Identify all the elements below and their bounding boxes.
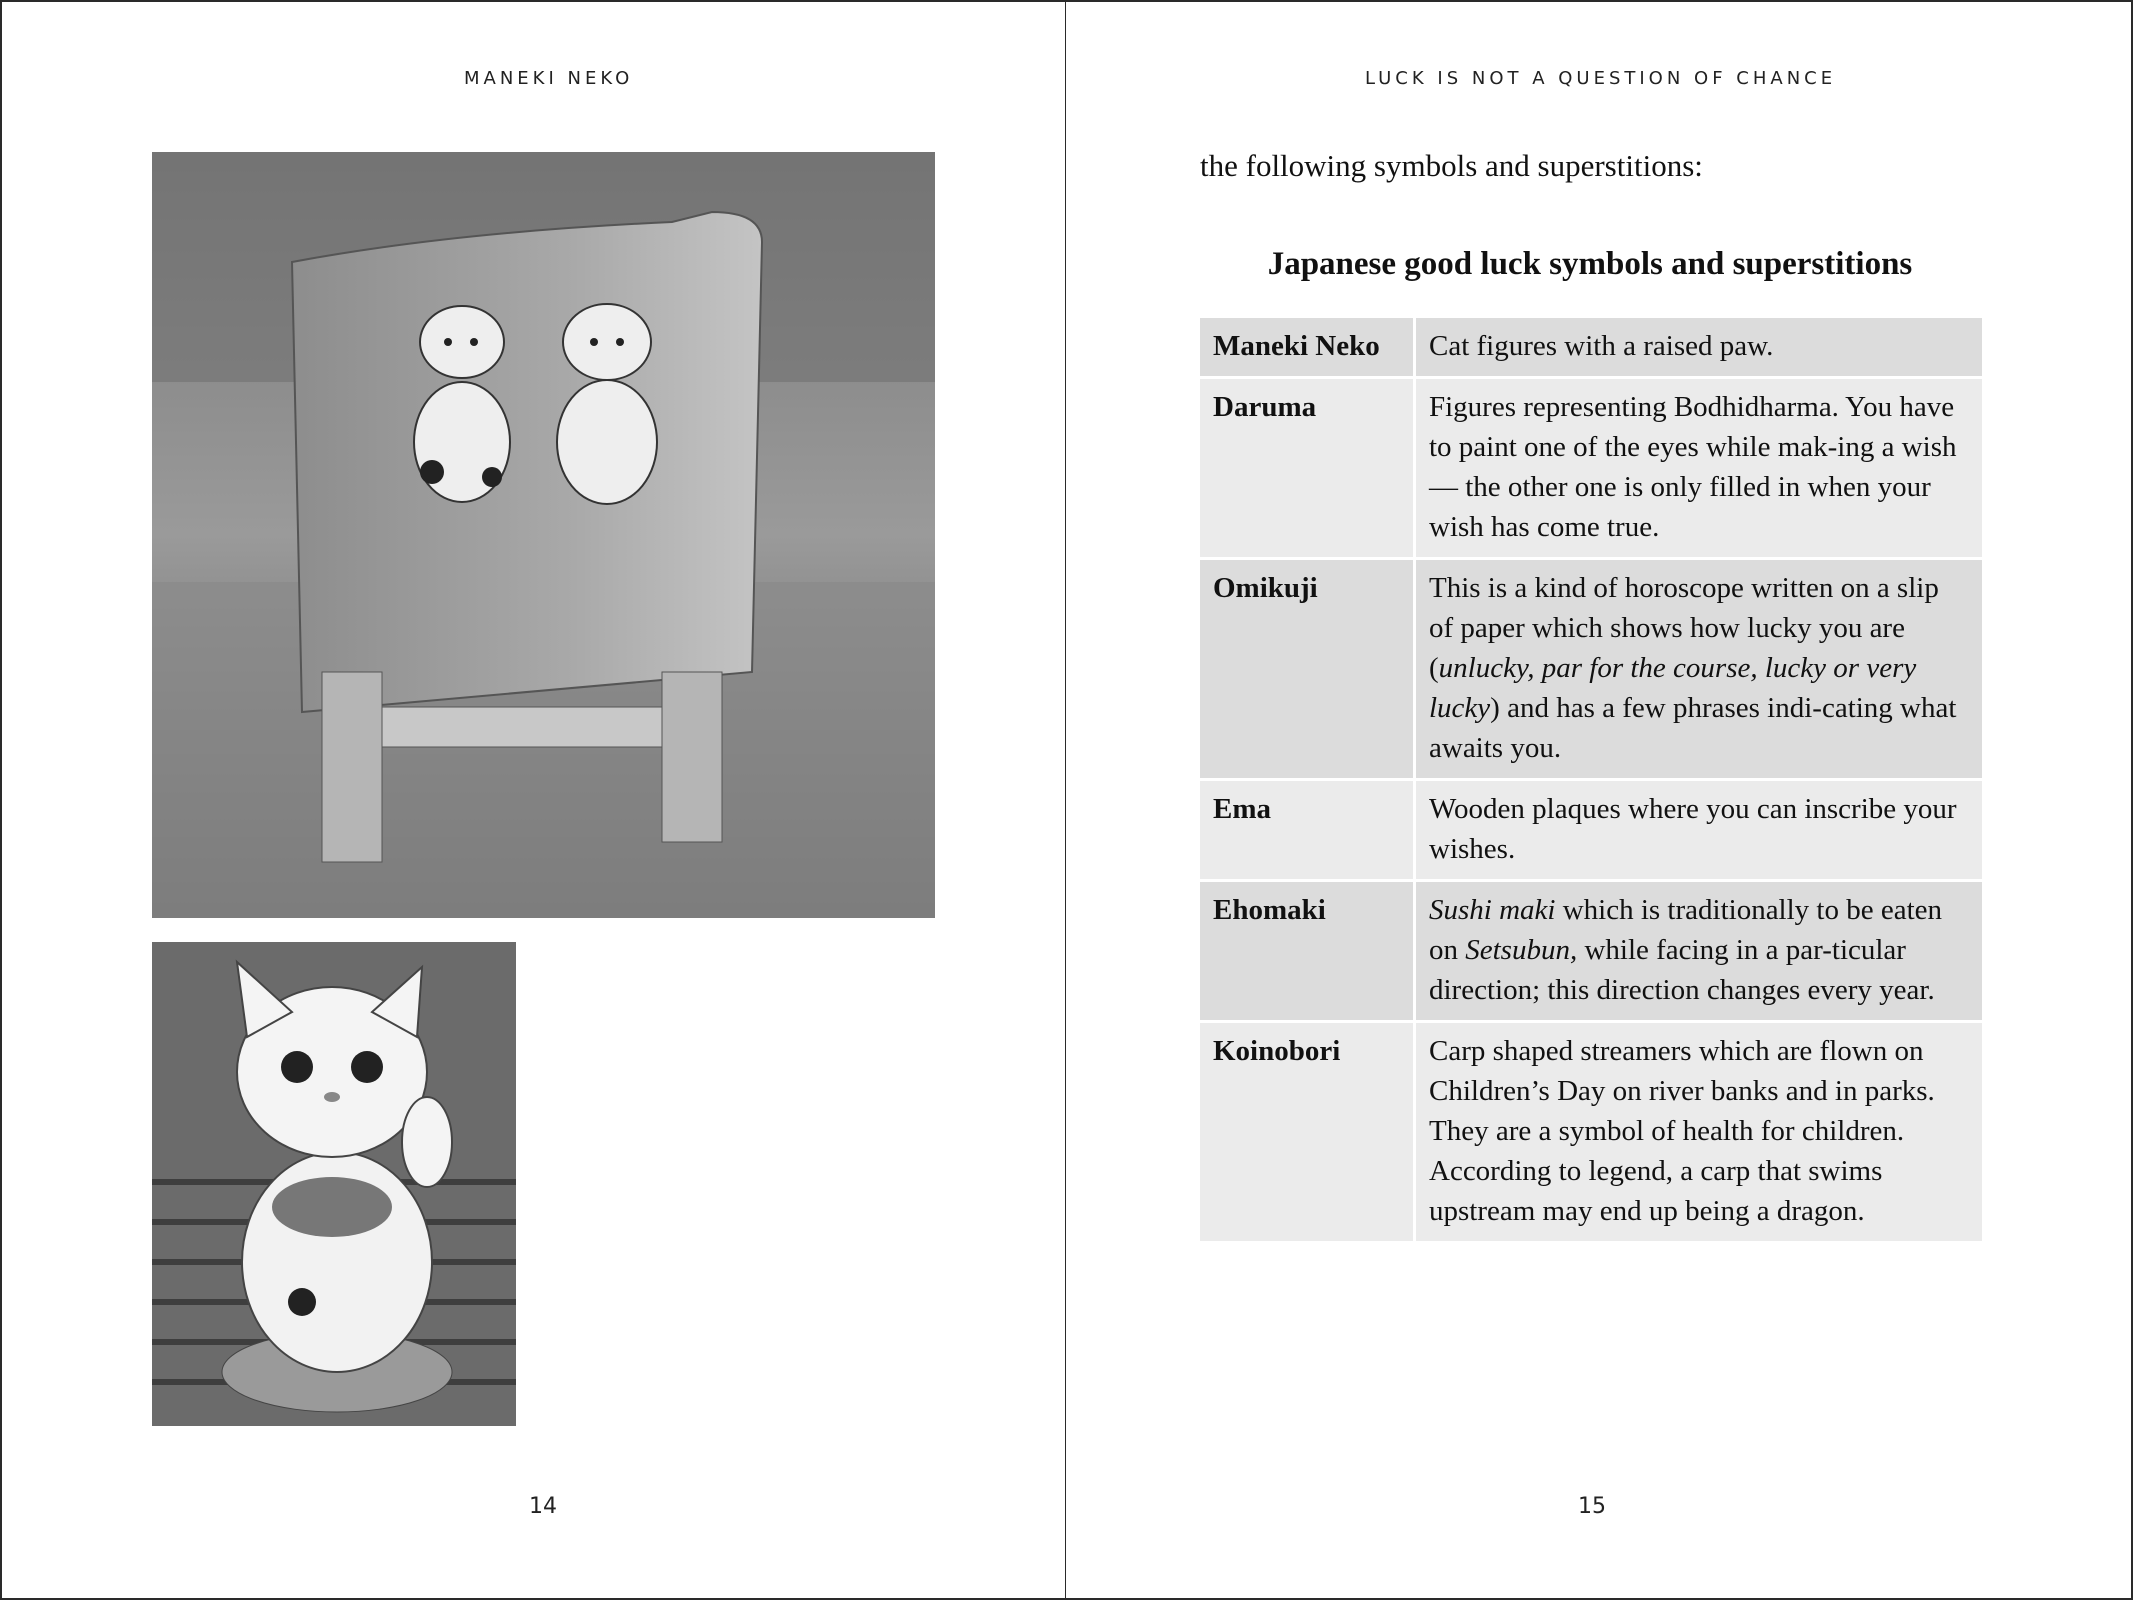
running-head-right: LUCK IS NOT A QUESTION OF CHANCE xyxy=(1365,68,1837,89)
symbol-description xyxy=(1415,559,1983,780)
description-text: which is traditionally to be eaten on xyxy=(1429,894,1943,966)
symbol-term: Ehomaki xyxy=(1200,881,1415,1022)
symbol-term: Koinobori xyxy=(1200,1022,1415,1243)
left-page xyxy=(0,0,1066,1600)
page-number-right: 15 xyxy=(1578,1494,1606,1519)
symbol-description xyxy=(1415,881,1983,1022)
right-page xyxy=(1066,0,2133,1600)
table-row xyxy=(1200,881,1982,1022)
italic-phrase: Setsubun, xyxy=(1465,934,1578,966)
running-head-left: MANEKI NEKO xyxy=(464,68,634,89)
description-text: Cat figures with a raised paw. xyxy=(1429,330,1774,362)
italic-phrase: unlucky, par for the course, lucky or very lucky xyxy=(1429,652,1917,724)
symbol-term: Ema xyxy=(1200,780,1415,881)
description-text: This is a kind of horoscope written on a slip of paper which shows how lucky you are ( xyxy=(1429,572,1939,684)
description-text: Figures representing Bodhidharma. You have to paint one of the eyes while mak-ing a wish — the other one is only filled in when your wish has come true. xyxy=(1429,391,1957,543)
table-row xyxy=(1200,318,1982,378)
lead-paragraph: the following symbols and superstitions: xyxy=(1200,148,1703,183)
symbol-term: Daruma xyxy=(1200,378,1415,559)
table-row xyxy=(1200,559,1982,780)
symbol-description xyxy=(1415,1022,1983,1243)
description-text: Wooden plaques where you can inscribe your wishes. xyxy=(1429,793,1957,865)
luck-symbols-table xyxy=(1200,318,1982,1244)
symbol-term: Omikuji xyxy=(1200,559,1415,780)
italic-phrase: Sushi maki xyxy=(1429,894,1556,926)
maneki-neko-figurine-photo xyxy=(152,942,516,1426)
description-text: Carp shaped streamers which are flown on Children’s Day on river banks and in parks. They are a symbol of health for children. According to legend, a carp that swims upstream may end up being a dragon. xyxy=(1429,1035,1935,1227)
symbol-description xyxy=(1415,780,1983,881)
table-row xyxy=(1200,378,1982,559)
maneki-neko-tile-photo xyxy=(152,152,935,918)
table-row xyxy=(1200,1022,1982,1243)
symbol-term: Maneki Neko xyxy=(1200,318,1415,378)
table-row xyxy=(1200,780,1982,881)
table-title: Japanese good luck symbols and superstitions xyxy=(1267,246,1913,282)
symbol-description xyxy=(1415,318,1983,378)
page-number-left: 14 xyxy=(529,1494,557,1519)
description-text: while facing in a par-ticular direction; this direction changes every year. xyxy=(1429,934,1935,1006)
description-text: ) and has a few phrases indi-cating what awaits you. xyxy=(1429,692,1957,764)
symbol-description xyxy=(1415,378,1983,559)
